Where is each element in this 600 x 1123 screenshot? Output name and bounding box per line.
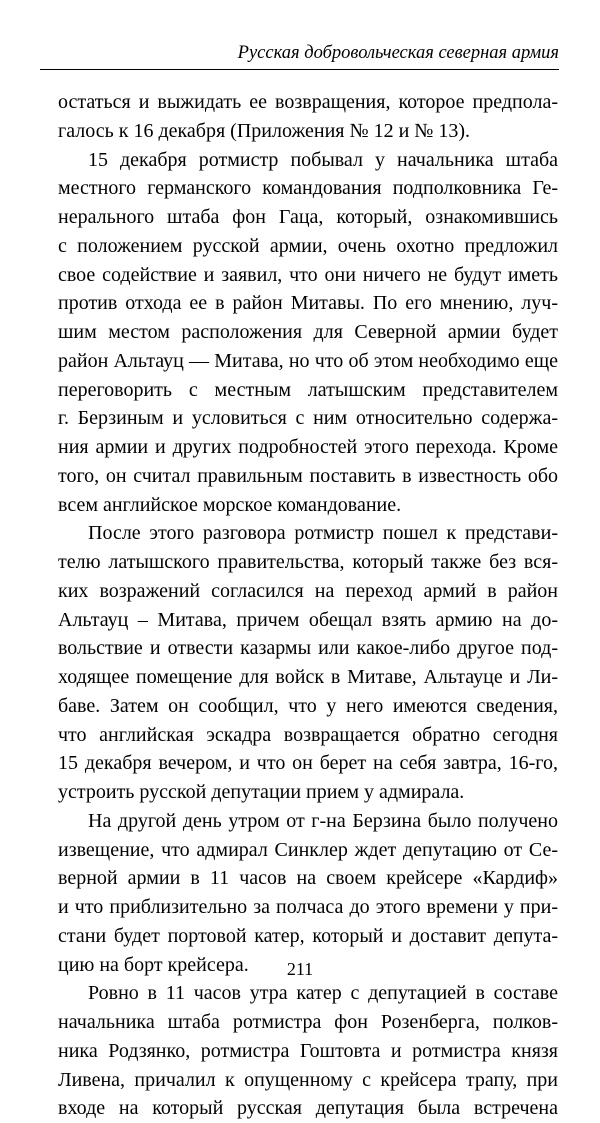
text-line: Альтауц – Митава, причем обещал взять армию на до-: [58, 608, 558, 631]
text-line: ких возражений согласился на переход армий в район: [58, 579, 558, 602]
text-line: входе на который русская депутация была встречена: [58, 1097, 558, 1120]
header-rule: [40, 69, 559, 70]
text-line: извещение, что адмирал Синклер ждет депутацию от Се-: [58, 838, 558, 861]
text-line: верной армии в 11 часов на своем крейсере «Кардиф»: [58, 867, 558, 890]
text-line: нерального штаба фон Гаца, который, ознакомившись: [58, 206, 558, 228]
text-line: того, он считал правильным поставить в известность обо: [58, 464, 558, 487]
text-line: ходящее помещение для войск в Митаве, Альтауце и Ли-: [58, 666, 558, 688]
text-line: Ливена, причалил к опущенному с крейсера трапу, при: [58, 1068, 558, 1091]
text-line: против отхода ее в район Митавы. По его мнению, луч-: [58, 292, 558, 315]
text-line: 15 декабря вечером, и что он берет на себя завтра, 16-го,: [58, 752, 558, 775]
text-line: местного германского командования подполковника Ге-: [58, 177, 558, 200]
text-line: баве. Затем он сообщил, что у него имеются сведения,: [58, 694, 558, 717]
text-line: начальника штаба ротмистра фон Розенберга, полков-: [58, 1011, 558, 1033]
text-line: устроить русской депутации прием у адмирала.: [58, 781, 465, 803]
text-line: ния армии и других подробностей этого перехода. Кроме: [58, 436, 558, 458]
text-line: с положением русской армии, очень охотно предложил: [58, 234, 558, 257]
text-line: г. Берзиным и условиться с ним относительно содержа-: [58, 407, 558, 430]
text-line: и что приблизительно за полчаса до этого времени у при-: [58, 896, 558, 918]
text-line: остаться и выжидать ее возвращения, которое предпола-: [58, 91, 558, 113]
text-line: На другой день утром от г-на Берзина было получено: [88, 809, 558, 832]
text-line: район Альтауц — Митава, но что об этом необходимо еще: [58, 349, 558, 372]
text-line: Ровно в 11 часов утра катер с депутацией в составе: [88, 982, 558, 1005]
text-line: шим местом расположения для Северной армии будет: [58, 321, 558, 343]
text-line: телю латышского правительства, который также без вся-: [58, 551, 558, 573]
text-line: свое содействие и заявил, что они ничего не будут иметь: [58, 263, 558, 286]
text-line: стани будет портовой катер, который и доставит депута-: [58, 924, 558, 947]
text-line: ника Родзянко, ротмистра Гоштовта и ротмистра князя: [58, 1039, 558, 1062]
page-number: 211: [286, 959, 314, 979]
running-header: Русская добровольческая северная армия: [237, 43, 559, 63]
text-line: переговорить с местным латышским представителем: [58, 378, 558, 401]
text-line: что английская эскадра возвращается обратно сегодня: [58, 723, 558, 746]
text-line: После этого разговора ротмистр пошел к представи-: [88, 522, 558, 545]
text-line: галось к 16 декабря (Приложения № 12 и № 13).: [58, 119, 471, 142]
text-line: 15 декабря ротмистр побывал у начальника штаба: [88, 148, 558, 171]
text-line: всем английское морское командование.: [58, 493, 402, 516]
text-line: цию на борт крейсера.: [58, 953, 249, 976]
text-line: вольствие и отвести казармы или какое-либо другое под-: [58, 637, 558, 660]
